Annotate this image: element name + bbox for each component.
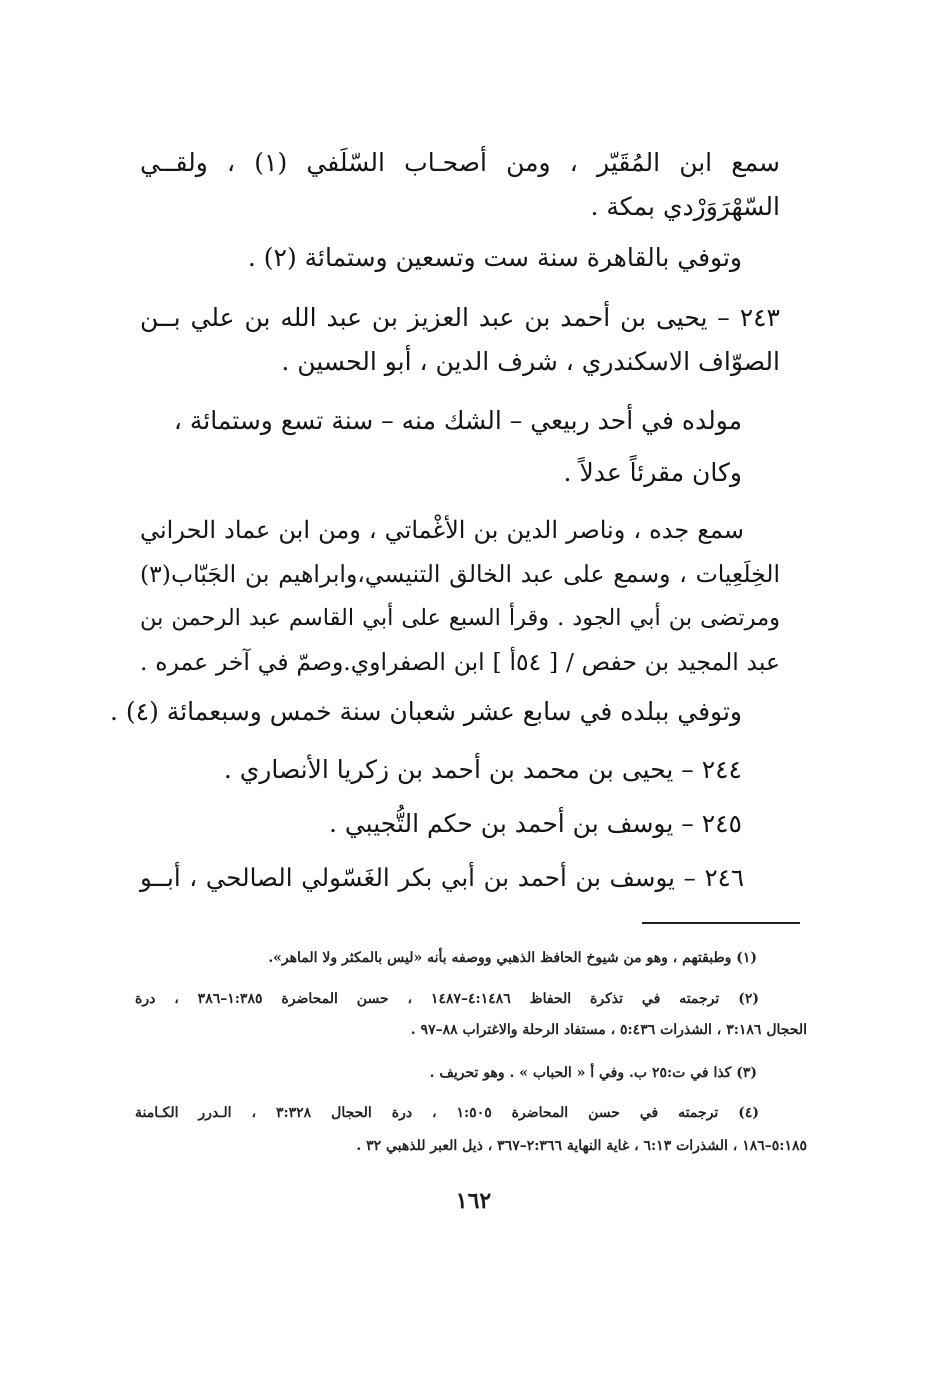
body-line-11: عبد المجيد بن حفص / [ ٥٤أ ] ابن الصفراوي.وصمّ في آخر عمره . [140,648,780,676]
body-line-2: السّهْرَوَرْدي بمكة . [590,192,780,221]
body-line-14: ٢٤٥ – يوسف بن أحمد بن حكم التُّجيبي . [328,809,742,838]
footnote-separator [642,922,800,924]
footnote-4-line-2: ٥:١٨٥–١٨٦ ، الشذرات ٦:١٣ ، غاية النهاية ٢:٣٦٦–٣٦٧ ، ذيل العبر للذهبي ٣٢ . [356,1138,807,1154]
page-number: ١٦٢ [455,1188,492,1214]
footnote-1: (١) وطبقتهم ، وهو من شيوخ الحافظ الذهبي ووصفه بأنه «ليس بالمكثر ولا الماهر». [268,950,757,966]
footnote-2-line-1: (٢) ترجمته في تذكرة الحفاظ ٤:١٤٨٦–١٤٨٧ ، حسن المحاضرة ١:٣٨٥–٣٨٦ ، درة [135,991,759,1007]
body-line-4: ٢٤٣ – يحيى بن أحمد بن عبد العزيز بن عبد الله بن علي بــن [140,303,780,332]
body-line-10: ومرتضى بن أبي الجود . وقرأ السبع على أبي القاسم عبد الرحمن بن [140,605,780,631]
body-line-1: سمع ابن المُقَيّر ، ومن أصحـاب السّلَفي (١) ، ولقــي [140,148,781,177]
body-line-9: الخِلَعِيات ، وسمع على عبد الخالق التنيسي،وابراهيم بن الجَبّاب(٣) [140,560,780,588]
footnote-3: (٣) كذا في ت:٢٥ ب. وفي أ « الحباب » . وهو تحريف . [429,1065,757,1081]
footnote-4-line-1: (٤) ترجمته في حسن المحاضرة ١:٥٠٥ ، درة الحجال ٣:٣٢٨ ، الـدرر الكـامنة [135,1105,759,1121]
body-line-5: الصوّاف الاسكندري ، شرف الدين ، أبو الحسين . [281,347,780,376]
body-line-15: ٢٤٦ – يوسف بن أحمد بن أبي بكر الغَسّولي الصالحي ، أبــو [140,863,744,892]
body-line-8: سمع جده ، وناصر الدين بن الأغْماتي ، ومن ابن عماد الحراني [140,516,744,544]
body-line-7: وكان مقرئاً عدلاً . [563,458,742,487]
body-line-3: وتوفي بالقاهرة سنة ست وتسعين وستمائة (٢) . [247,243,742,272]
body-line-12: وتوفي ببلده في سابع عشر شعبان سنة خمس وسبعمائة (٤) . [110,697,742,726]
footnote-2-line-2: الحجال ٣:١٨٦ ، الشذرات ٥:٤٣٦ ، مستفاد الرحلة والاغتراب ٨٨–٩٧ . [410,1022,807,1038]
body-line-13: ٢٤٤ – يحيى بن محمد بن أحمد بن زكريا الأنصاري . [223,755,742,784]
body-line-6: مولده في أحد ربيعي – الشك منه – سنة تسع وستمائة ، [173,406,742,435]
